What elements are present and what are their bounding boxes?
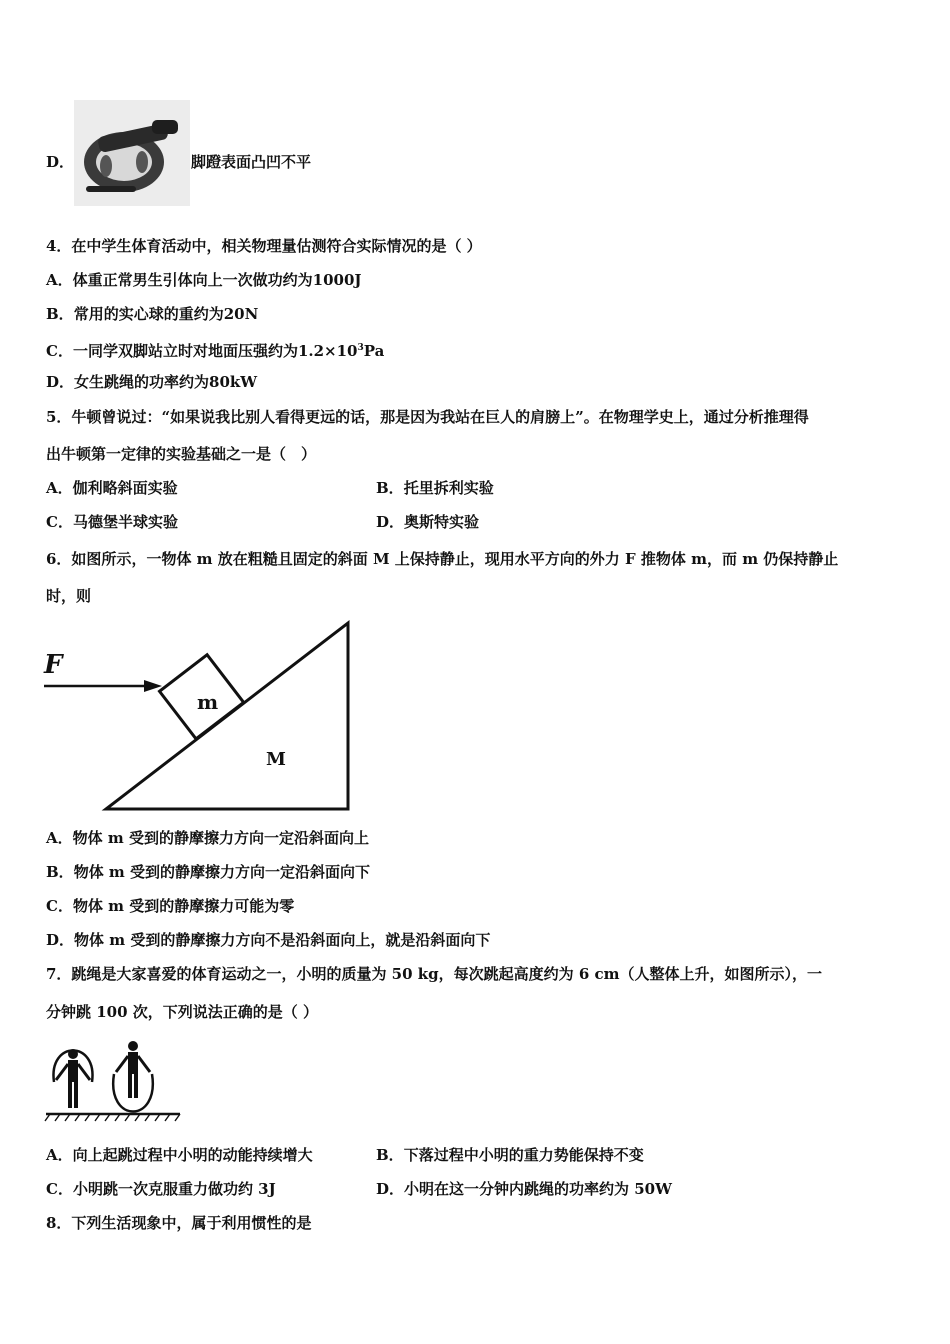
option-text: 常用的实心球的重约为20N	[73, 305, 259, 323]
option-label: C．	[46, 342, 73, 360]
option-label: A．	[46, 1146, 73, 1164]
option-label: A．	[46, 829, 73, 847]
option-text: 物体 m 受到的静摩擦力方向一定沿斜面向下	[73, 863, 371, 881]
option-label: A．	[46, 271, 73, 289]
q7-stem-line2: 分钟跳 100 次，下列说法正确的是（ ）	[46, 1003, 318, 1021]
q7-stem-line1: 7．跳绳是大家喜爱的体育运动之一，小明的质量为 50 kg，每次跳起高度约为 6 cm（人整体上升，如图所示），一	[46, 965, 823, 983]
q4-option-a	[46, 270, 362, 290]
jump-rope-figure	[44, 1040, 184, 1122]
option-label: D．	[46, 931, 75, 949]
q5-option-a	[46, 478, 178, 498]
option-label: C．	[46, 1180, 73, 1198]
q5-stem-line2: 出牛顿第一定律的实验基础之一是（ ）	[46, 445, 317, 463]
q6-option-c	[46, 896, 294, 916]
option-text: 托里拆利实验	[403, 479, 494, 497]
q5-option-d	[376, 512, 479, 532]
option-text: 下落过程中小明的重力势能保持不变	[403, 1146, 644, 1164]
pedal-icon	[74, 100, 190, 206]
option-label: A．	[46, 479, 73, 497]
q5-option-c	[46, 512, 178, 532]
q8-stem: 8．下列生活现象中，属于利用惯性的是	[46, 1214, 312, 1232]
option-label: C．	[46, 513, 73, 531]
option-label: C．	[46, 897, 73, 915]
option-text: 马德堡半球实验	[72, 513, 178, 531]
person-standing-icon	[53, 1049, 92, 1108]
option-text: 一同学双脚站立时对地面压强约为1.2×10	[72, 342, 358, 360]
q4-option-c	[46, 338, 384, 361]
q5-option-b	[376, 478, 494, 498]
option-label: B．	[376, 1146, 404, 1164]
q5-stem-line1: 5．牛顿曾说过：“如果说我比别人看得更远的话，那是因为我站在巨人的肩膀上”。在物理学史上，通过分析推理得	[46, 408, 809, 426]
bicycle-pedal-image	[74, 100, 190, 206]
option-text: 女生跳绳的功率约为80kW	[74, 373, 258, 391]
option-label: B．	[376, 479, 404, 497]
q7-option-c	[46, 1179, 276, 1199]
q7-option-b	[376, 1145, 644, 1165]
option-unit: Pa	[363, 342, 385, 360]
option-text: 奥斯特实验	[404, 513, 480, 531]
option-text: 小明在这一分钟内跳绳的功率约为 50W	[404, 1180, 672, 1198]
q4-option-b	[46, 304, 258, 324]
q7-option-a	[46, 1145, 313, 1165]
block-label: m	[197, 690, 219, 714]
incline-label: M	[266, 749, 286, 770]
q4-option-d	[46, 372, 257, 392]
q7-option-d	[376, 1179, 672, 1199]
option-label: B．	[46, 863, 74, 881]
option-label: D．	[46, 373, 75, 391]
person-jumping-icon	[113, 1041, 153, 1112]
option-text: 伽利略斜面实验	[72, 479, 178, 497]
option-text: 向上起跳过程中小明的动能持续增大	[72, 1146, 313, 1164]
option-text: 小明跳一次克服重力做功约 3J	[72, 1180, 276, 1198]
option-label: D．	[376, 1180, 405, 1198]
exponent: 3	[357, 343, 364, 353]
option-label: D．	[376, 513, 405, 531]
q6-option-a	[46, 828, 369, 848]
q6-stem-line2: 时，则	[46, 587, 92, 605]
q3-option-d	[46, 152, 74, 172]
option-text: 体重正常男生引体向上一次做功约为1000J	[72, 271, 362, 289]
q6-stem-line1: 6．如图所示，一物体 m 放在粗糙且固定的斜面 M 上保持静止，现用水平方向的外力 F 推物体 m，而 m 仍保持静止	[46, 550, 839, 568]
q6-option-b	[46, 862, 370, 882]
option-text: 物体 m 受到的静摩擦力方向不是沿斜面向上，就是沿斜面向下	[74, 931, 491, 949]
option-text: 物体 m 受到的静摩擦力可能为零	[72, 897, 295, 915]
option-text: 物体 m 受到的静摩擦力方向一定沿斜面向上	[72, 829, 369, 847]
force-label: F	[44, 650, 63, 680]
option-label: D．	[46, 153, 75, 171]
option-label: B．	[46, 305, 74, 323]
incline-figure	[40, 615, 360, 815]
q4-stem: 4．在中学生体育活动中，相关物理量估测符合实际情况的是（ ）	[46, 237, 482, 255]
q6-option-d	[46, 930, 490, 950]
q3-option-d-text: 脚蹬表面凸凹不平	[191, 153, 312, 171]
